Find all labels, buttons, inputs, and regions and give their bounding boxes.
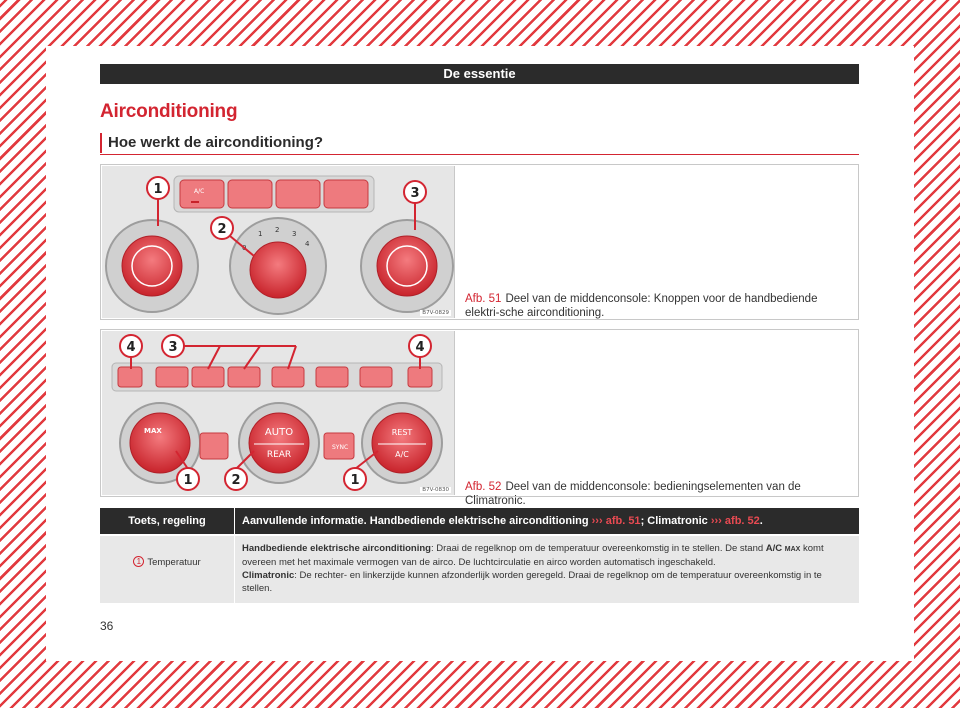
row-key (100, 536, 235, 603)
page-title: Airconditioning (100, 101, 238, 122)
header-arrow-2: ››› (710, 515, 722, 527)
manual-ac-text-b: komt overeen met het maximale vermogen van de airco. De luchtcirculatie en airco worden automatisch ingeschakeld. (242, 543, 824, 568)
callout-2: 2 (217, 222, 227, 237)
header-ref-afb51[interactable]: afb. 51 (605, 515, 641, 527)
page-subtitle: Hoe werkt de airconditioning? (100, 133, 323, 153)
header-separator: ; Climatronic (640, 515, 708, 527)
sync-text: SYNC (332, 444, 349, 451)
callout-1: 1 (153, 182, 163, 197)
climatronic-text: : De rechter- en linkerzijde kunnen afzonderlijk worden geregeld. Draai de regelknop om de temperatuur overeenkomstig in te stellen. (242, 570, 822, 594)
dial-rear-text: REAR (266, 450, 292, 460)
figure-51 (100, 164, 859, 320)
climatronic-label: Climatronic (242, 570, 295, 581)
info-table (100, 508, 859, 603)
callout-3: 3 (410, 186, 420, 201)
figure-code: B7V-0830 (422, 487, 449, 493)
dial-number-2: 2 (275, 226, 280, 234)
figure-52-image (102, 331, 455, 495)
manual-ac-label: Handbediende elektrische airconditioning (242, 543, 431, 554)
figure-code: B7V-0829 (422, 310, 449, 316)
header-text: Aanvullende informatie. Handbediende elektrische airconditioning (242, 515, 589, 527)
header-ref-afb52[interactable]: afb. 52 (724, 515, 760, 527)
figure-51-caption (465, 292, 850, 320)
figure-caption-text: Deel van de middenconsole: Knoppen voor de handbediende elektri-sche airconditioning. (465, 293, 818, 319)
figure-caption-text: Deel van de middenconsole: bedieningselementen van de Climatronic. (465, 481, 801, 507)
dial-max-text: MAX (144, 427, 162, 435)
page-number: 36 (100, 619, 114, 633)
table-header-col1: Toets, regeling (100, 508, 235, 534)
table-row (100, 534, 859, 603)
callout-4-right: 4 (415, 340, 425, 355)
dial-rest-text: REST (391, 428, 413, 437)
ac-symbol: A/C (765, 543, 783, 554)
row-name: Temperatuur (147, 557, 201, 568)
dial-number-1: 1 (258, 230, 263, 238)
figure-51-image (102, 166, 455, 318)
figure-52 (100, 329, 859, 507)
ac-button-text: A/C (194, 188, 205, 195)
callout-1-left: 1 (183, 473, 193, 488)
number-badge: 1 (133, 556, 144, 567)
section-header: De essentie (100, 64, 859, 84)
header-end: . (759, 515, 763, 527)
table-header (100, 508, 859, 534)
max-symbol: MAX (784, 546, 801, 553)
header-arrow-1: ››› (591, 515, 603, 527)
row-description (235, 536, 859, 603)
dial-auto-text: AUTO (264, 427, 294, 438)
callout-3: 3 (168, 340, 178, 355)
callout-1-right: 1 (350, 473, 360, 488)
figure-52-caption (465, 480, 850, 508)
dial-number-4: 4 (305, 240, 310, 248)
table-header-col2 (235, 508, 859, 534)
figure-label: Afb. 52 (465, 481, 502, 493)
callout-4-left: 4 (126, 340, 136, 355)
dial-number-3: 3 (292, 230, 297, 238)
dial-ac-text: A/C (395, 450, 409, 459)
subtitle-rule (100, 154, 859, 155)
figure-label: Afb. 51 (465, 293, 502, 305)
callout-2: 2 (231, 473, 241, 488)
manual-ac-text-a: : Draai de regelknop om de temperatuur overeenkomstig in te stellen. De stand (430, 543, 766, 554)
